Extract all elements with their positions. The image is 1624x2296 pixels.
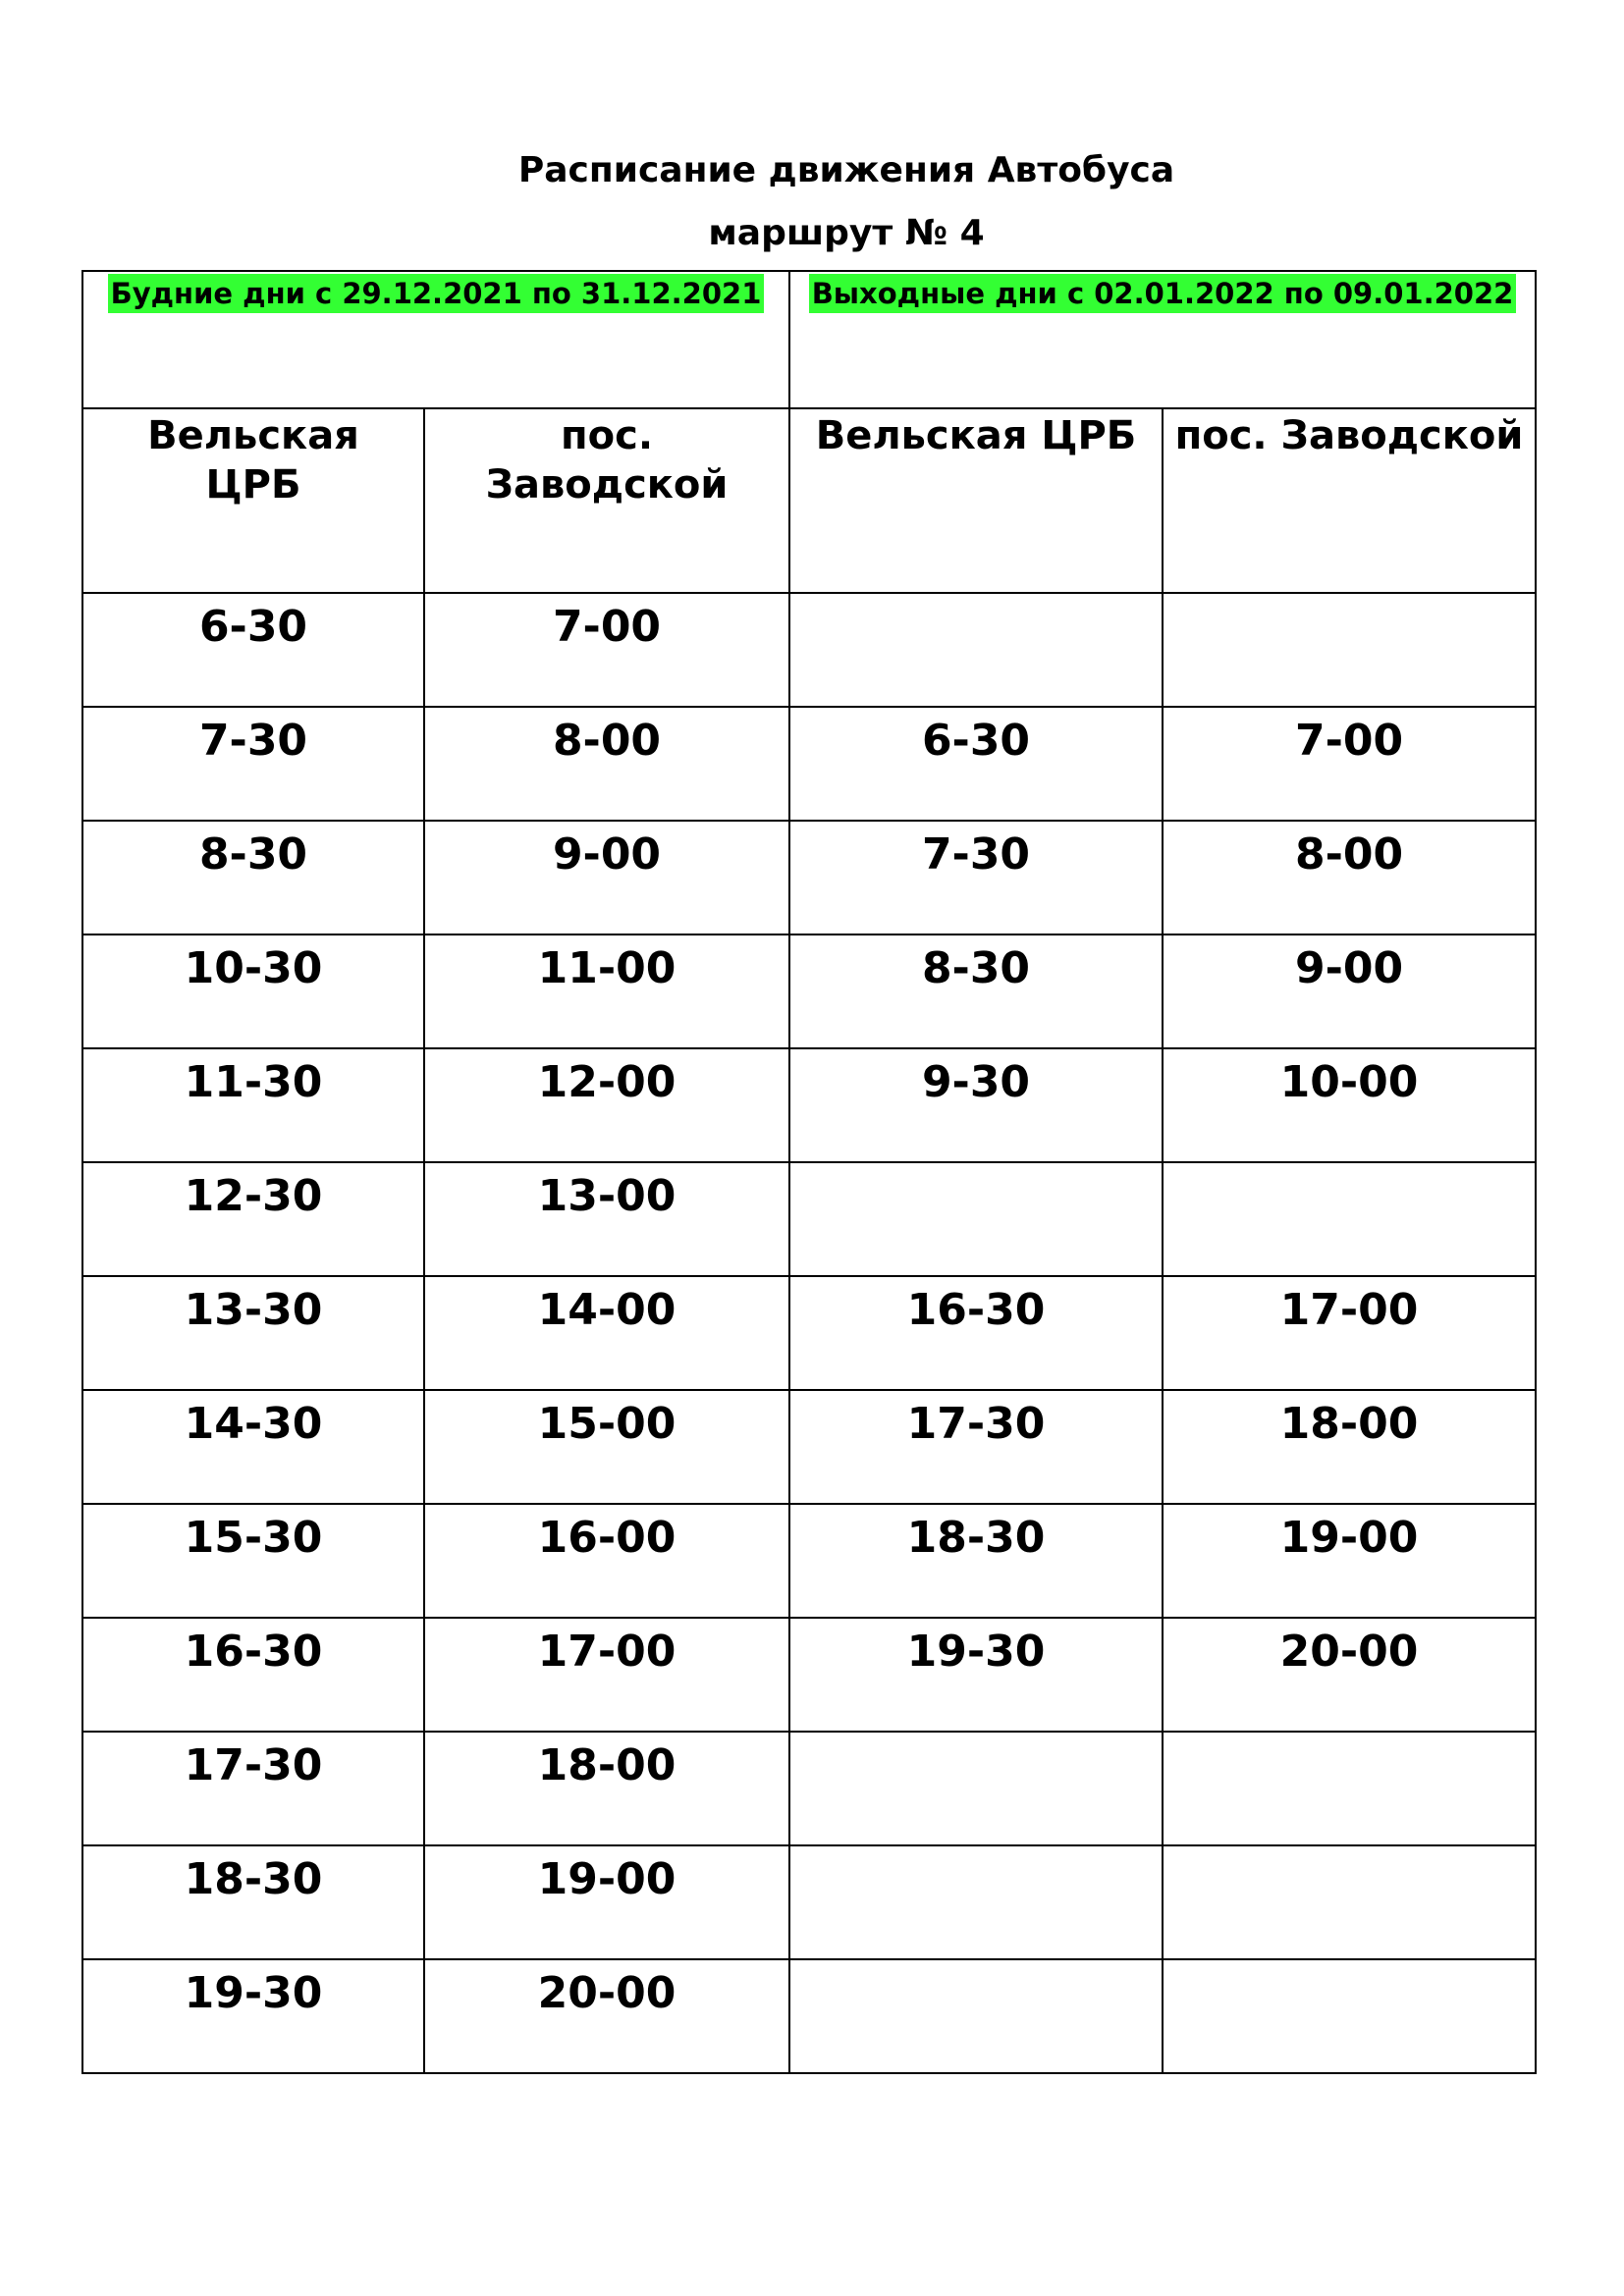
table-cell (1163, 1390, 1536, 1504)
weekdays-to-time: 7-00 (552, 602, 662, 652)
weekdays-from-cell (82, 408, 424, 593)
table-row (82, 1504, 1536, 1618)
table-row (82, 1618, 1536, 1732)
weekdays-to-time: 11-00 (537, 943, 677, 993)
table-cell (1163, 1732, 1536, 1845)
weekdays-from-time: 12-30 (184, 1171, 323, 1221)
table-row (82, 707, 1536, 821)
table-cell (82, 1732, 424, 1845)
weekdays-from-time: 16-30 (184, 1627, 323, 1677)
table-cell (1163, 593, 1536, 707)
weekends-from-time: 18-30 (906, 1513, 1046, 1563)
weekdays-to-stop: пос. Заводской (485, 413, 729, 507)
weekdays-from-time: 6-30 (198, 602, 308, 652)
table-cell (82, 1618, 424, 1732)
table-cell (789, 593, 1163, 707)
table-cell (424, 593, 789, 707)
table-cell (789, 821, 1163, 934)
table-cell (789, 707, 1163, 821)
weekends-to-time: 19-00 (1279, 1513, 1419, 1563)
weekdays-to-cell (424, 408, 789, 593)
weekdays-period-label: Будние дни с 29.12.2021 по 31.12.2021 (108, 274, 765, 313)
weekdays-from-time: 7-30 (198, 716, 308, 766)
weekdays-period-cell (82, 271, 789, 408)
table-cell (82, 1504, 424, 1618)
table-cell (1163, 707, 1536, 821)
table-row (82, 593, 1536, 707)
table-row (82, 1162, 1536, 1276)
table-cell (82, 821, 424, 934)
weekdays-to-time: 14-00 (537, 1285, 677, 1335)
weekends-from-stop: Вельская ЦРБ (815, 413, 1137, 458)
table-cell (789, 1048, 1163, 1162)
table-cell (82, 707, 424, 821)
table-cell (789, 1618, 1163, 1732)
table-cell (1163, 1845, 1536, 1959)
weekdays-to-time: 19-00 (537, 1854, 677, 1904)
table-row (82, 934, 1536, 1048)
table-cell (424, 1732, 789, 1845)
table-cell (82, 1276, 424, 1390)
route-number: маршрут № 4 (708, 213, 985, 253)
weekends-from-time: 19-30 (906, 1627, 1046, 1677)
page-title: Расписание движения Автобуса (517, 150, 1175, 190)
table-cell (789, 934, 1163, 1048)
table-cell (82, 1048, 424, 1162)
weekends-to-time: 20-00 (1279, 1627, 1419, 1677)
table-cell (82, 934, 424, 1048)
table-row (82, 821, 1536, 934)
weekends-from-time: 17-30 (906, 1399, 1046, 1449)
table-row (82, 1959, 1536, 2073)
weekdays-to-time: 18-00 (537, 1740, 677, 1790)
weekdays-from-time: 14-30 (184, 1399, 323, 1449)
weekends-from-time: 7-30 (921, 829, 1031, 880)
table-cell (82, 593, 424, 707)
table-cell (424, 821, 789, 934)
table-cell (1163, 1048, 1536, 1162)
table-cell (82, 1390, 424, 1504)
weekends-from-time: 9-30 (921, 1057, 1031, 1107)
weekdays-from-stop: Вельская ЦРБ (147, 413, 359, 507)
table-cell (424, 1845, 789, 1959)
table-cell (1163, 1162, 1536, 1276)
weekends-period-cell (789, 271, 1536, 408)
schedule-table (81, 270, 1537, 2074)
weekends-to-time: 7-00 (1294, 716, 1404, 766)
stops-header-row (82, 408, 1536, 593)
weekdays-to-time: 17-00 (537, 1627, 677, 1677)
weekends-to-time: 10-00 (1279, 1057, 1419, 1107)
table-cell (1163, 934, 1536, 1048)
table-cell (789, 1845, 1163, 1959)
table-cell (82, 1845, 424, 1959)
table-row (82, 1732, 1536, 1845)
weekdays-from-time: 8-30 (198, 829, 308, 880)
weekdays-to-time: 15-00 (537, 1399, 677, 1449)
table-cell (1163, 1959, 1536, 2073)
weekends-from-time: 6-30 (921, 716, 1031, 766)
weekdays-from-time: 18-30 (184, 1854, 323, 1904)
weekends-from-cell (789, 408, 1163, 593)
table-cell (1163, 1276, 1536, 1390)
weekends-to-cell (1163, 408, 1536, 593)
weekdays-to-time: 9-00 (552, 829, 662, 880)
table-cell (1163, 821, 1536, 934)
weekends-to-time: 18-00 (1279, 1399, 1419, 1449)
table-cell (789, 1276, 1163, 1390)
weekdays-to-time: 13-00 (537, 1171, 677, 1221)
table-cell (424, 1048, 789, 1162)
weekends-to-time: 8-00 (1294, 829, 1404, 880)
table-cell (82, 1959, 424, 2073)
table-cell (789, 1732, 1163, 1845)
weekends-from-time: 16-30 (906, 1285, 1046, 1335)
table-cell (1163, 1504, 1536, 1618)
table-cell (424, 1390, 789, 1504)
table-row (82, 1845, 1536, 1959)
table-cell (789, 1162, 1163, 1276)
table-cell (424, 934, 789, 1048)
table-cell (789, 1959, 1163, 2073)
table-cell (424, 1162, 789, 1276)
weekdays-from-time: 17-30 (184, 1740, 323, 1790)
table-cell (789, 1504, 1163, 1618)
table-cell (424, 1504, 789, 1618)
weekends-period-label: Выходные дни с 02.01.2022 по 09.01.2022 (809, 274, 1517, 313)
table-cell (82, 1162, 424, 1276)
weekdays-to-time: 12-00 (537, 1057, 677, 1107)
weekends-to-time: 9-00 (1294, 943, 1404, 993)
period-header-row (82, 271, 1536, 408)
weekends-from-time: 8-30 (921, 943, 1031, 993)
table-cell (1163, 1618, 1536, 1732)
table-row (82, 1390, 1536, 1504)
weekdays-to-time: 16-00 (537, 1513, 677, 1563)
weekdays-from-time: 15-30 (184, 1513, 323, 1563)
table-cell (424, 1276, 789, 1390)
table-cell (424, 707, 789, 821)
table-row (82, 1276, 1536, 1390)
weekdays-from-time: 11-30 (184, 1057, 323, 1107)
weekdays-from-time: 19-30 (184, 1968, 323, 2018)
weekdays-from-time: 13-30 (184, 1285, 323, 1335)
weekdays-to-time: 8-00 (552, 716, 662, 766)
table-row (82, 1048, 1536, 1162)
table-cell (424, 1618, 789, 1732)
weekdays-from-time: 10-30 (184, 943, 323, 993)
weekends-to-stop: пос. Заводской (1174, 413, 1524, 458)
table-cell (424, 1959, 789, 2073)
weekdays-to-time: 20-00 (537, 1968, 677, 2018)
weekends-to-time: 17-00 (1279, 1285, 1419, 1335)
table-cell (789, 1390, 1163, 1504)
